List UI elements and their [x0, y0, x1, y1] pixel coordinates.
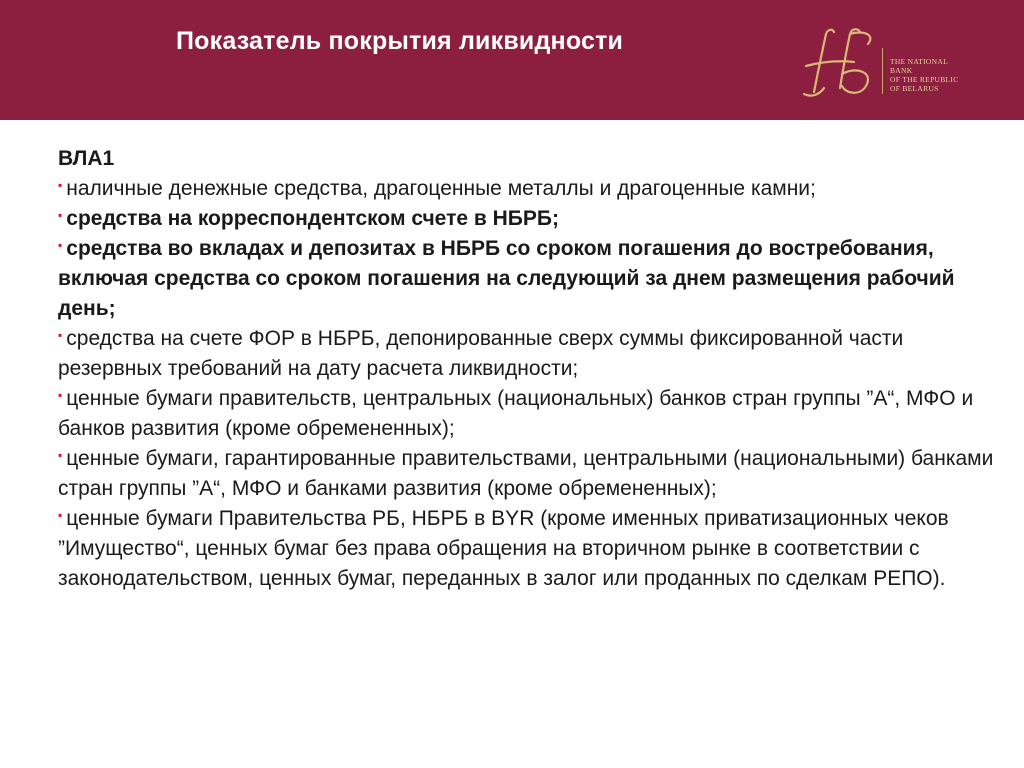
- slide-title: Показатель покрытия ликвидности: [176, 27, 624, 55]
- slide-header: [0, 0, 1024, 120]
- bullet-square-icon: ▪: [58, 208, 63, 222]
- list-item: ▪ ценные бумаги Правительства РБ, НБРБ в BYR (кроме именных приватизационных чеков ”Имущество“, ценных бумаг без права обращения на вторичном рынке в соответствии с законодательством, ценных бумаг, переданных в залог или проданных по сделкам РЕПО).: [58, 504, 998, 594]
- logo-divider: [882, 48, 883, 94]
- list-item: ▪ ценные бумаги, гарантированные правительствами, центральными (национальными) банками стран группы ”А“, МФО и банками развития (кроме обремененных);: [58, 444, 998, 504]
- bullet-square-icon: ▪: [58, 388, 63, 402]
- bullet-square-icon: ▪: [58, 328, 63, 342]
- bullet-square-icon: ▪: [58, 238, 63, 252]
- section-title: ВЛА1: [58, 147, 115, 170]
- national-bank-logo: [796, 22, 1006, 104]
- slide-body: [58, 144, 998, 594]
- list-item: ▪ ценные бумаги правительств, центральных (национальных) банков стран группы ”А“, МФО и банков развития (кроме обремененных);: [58, 384, 998, 444]
- bullet-square-icon: ▪: [58, 508, 63, 522]
- bullet-square-icon: ▪: [58, 178, 63, 192]
- list-item: ▪ средства на корреспондентском счете в НБРБ;: [58, 204, 998, 234]
- nb-monogram-icon: [796, 22, 886, 104]
- bullet-square-icon: ▪: [58, 448, 63, 462]
- list-item: ▪ средства во вкладах и депозитах в НБРБ со сроком погашения до востребования, включая средства со сроком погашения на следующий за днем размещения рабочий день;: [58, 234, 998, 324]
- list-item: ▪ наличные денежные средства, драгоценные металлы и драгоценные камни;: [58, 174, 998, 204]
- list-item: ▪ средства на счете ФОР в НБРБ, депонированные сверх суммы фиксированной части резервных требований на дату расчета ликвидности;: [58, 324, 998, 384]
- logo-text: THE NATIONAL BANK OF THE REPUBLIC OF BELARUS: [890, 57, 959, 93]
